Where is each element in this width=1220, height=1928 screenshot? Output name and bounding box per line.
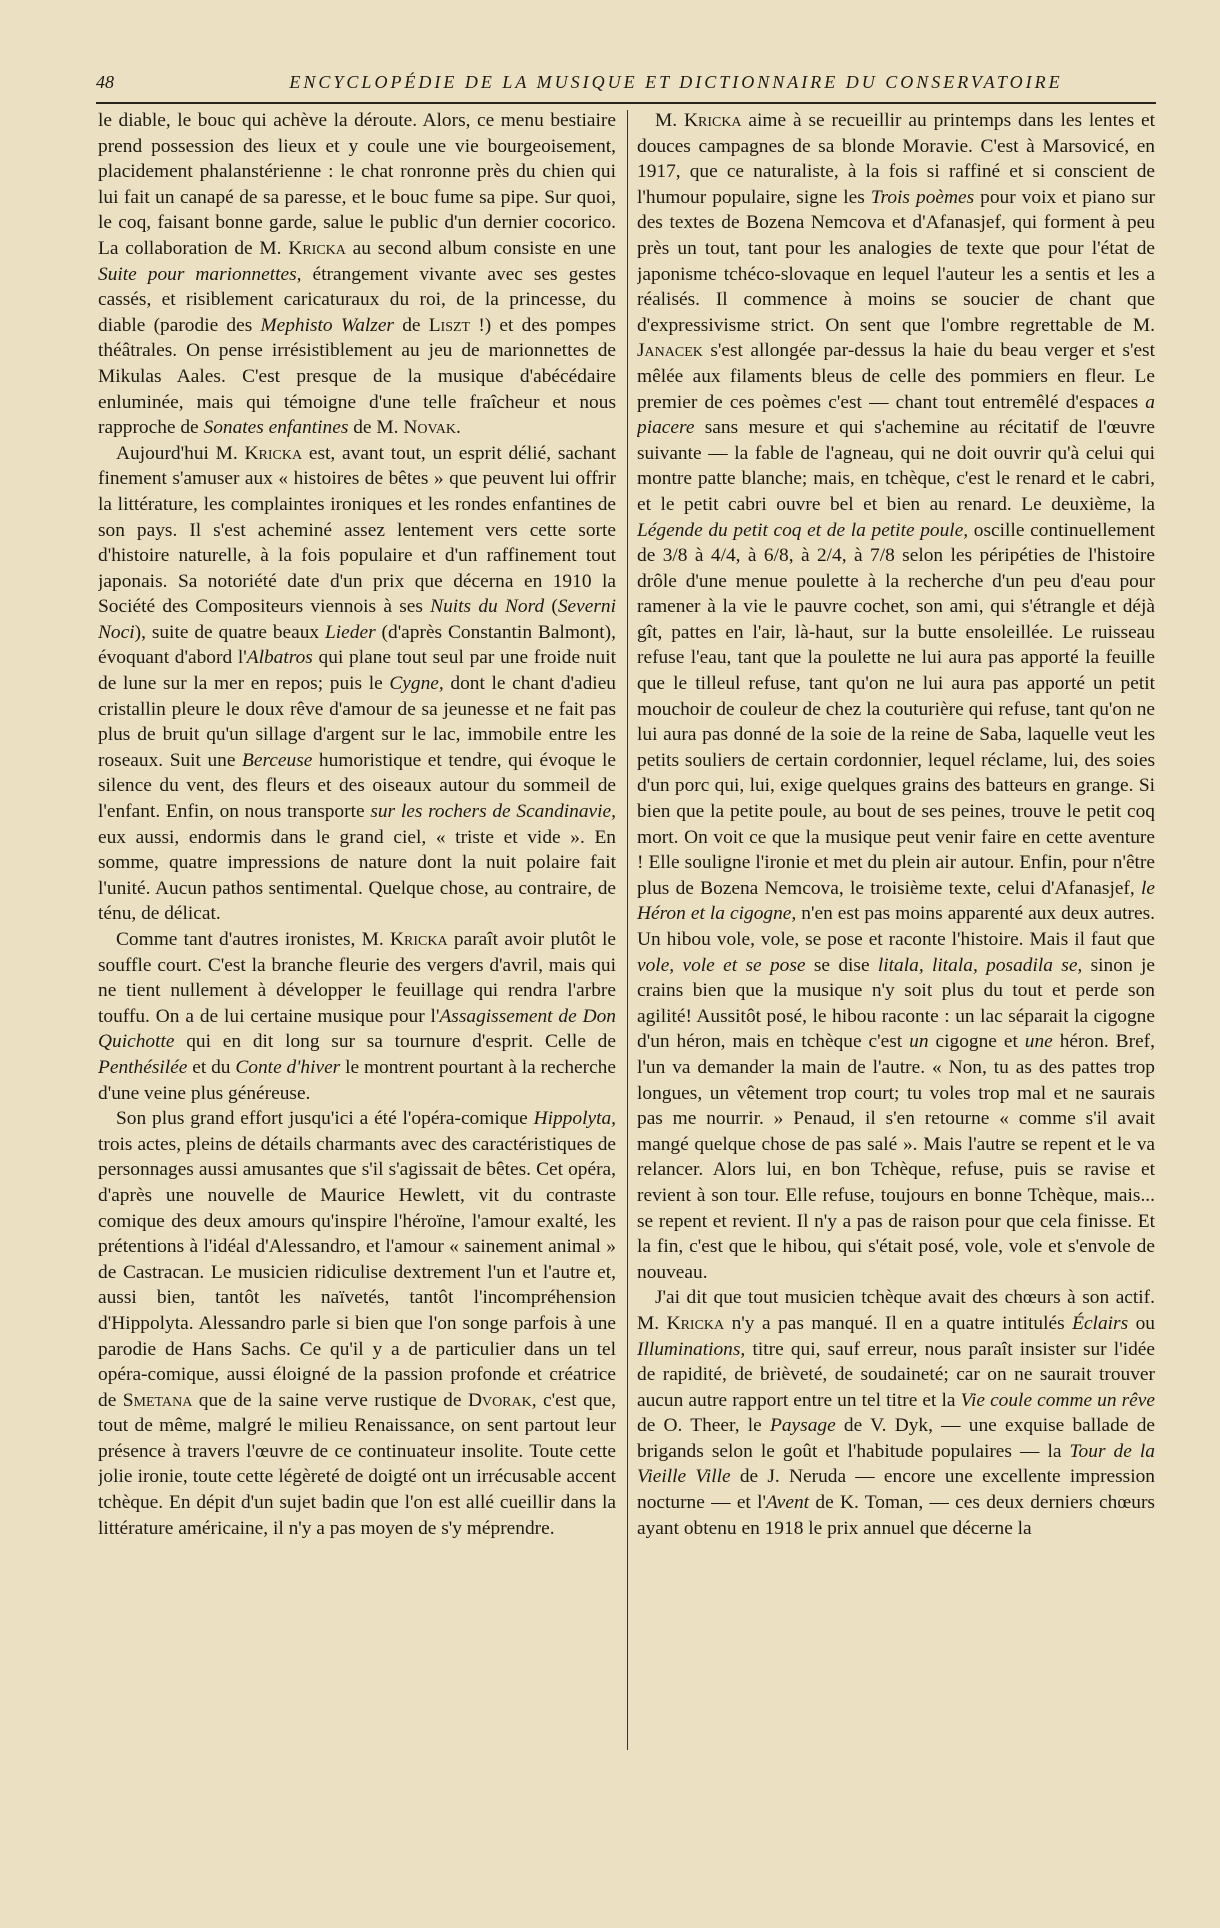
left-column	[98, 108, 616, 1898]
header-rule	[96, 102, 1156, 104]
right-column	[637, 108, 1155, 1898]
paragraph: Son plus grand effort jusqu'ici a été l'opéra-comique Hippolyta, trois actes, pleins de détails charmants avec des caractéristiques de personnages aussi amusantes que s'il s'agissait de bêtes. Cet opéra, d'après une nouvelle de Maurice Hewlett, vit du contraste comique des deux amours qu'inspire l'héroïne, l'amour exalté, les prétentions à l'idéal d'Alessandro, et l'amour « sainement animal » de Castracan. Le musicien ridiculise dextrement l'un et l'autre et, aussi bien, tantôt les naïvetés, tantôt l'incompréhension d'Hippolyta. Alessandro parle si bien que l'on songe parfois à une parodie de Hans Sachs. Ce qu'il y a de particulier dans un tel opéra-comique, aussi éloigné de la passion profonde et créatrice de Smetana que de la saine verve rustique de Dvorak, c'est que, tout de même, malgré le milieu Renaissance, on sent partout leur présence à travers l'œuvre de ce continuateur insolite. Toute cette jolie ironie, toute cette légèreté de doigté ont un irrécusable accent tchèque. En dépit d'un sujet badin que l'on est allé cueillir dans la littérature américaine, il n'y a pas moyen de s'y méprendre.	[98, 1108, 616, 1539]
paragraph: J'ai dit que tout musicien tchèque avait des chœurs à son actif. M. Kricka n'y a pas manqué. Il en a quatre intitulés Éclairs ou Illuminations, titre qui, sauf erreur, nous paraît insister sur l'idée de rapidité, de brièveté, de soudaineté; car on ne saurait trouver aucun autre rapport entre un tel titre et la Vie coule comme un rêve de O. Theer, le Paysage de V. Dyk, — une exquise ballade de brigands selon le goût et l'habitude populaires — la Tour de la Vieille Ville de J. Neruda — encore une excellente impression nocturne — et l'Avent de K. Toman, — ces deux derniers chœurs ayant obtenu en 1918 le prix annuel que décerne la	[637, 1287, 1155, 1539]
paragraph: le diable, le bouc qui achève la déroute. Alors, ce menu bestiaire prend possession des lieux et y coule une vie bourgeoisement, placidement phalanstérienne : le chat ronronne près du chien qui lui fait un canapé de sa paresse, et le bouc fume sa pipe. Sur quoi, le coq, faisant bonne garde, salue le public d'un dernier cocorico. La collaboration de M. Kricka au second album consiste en une Suite pour marionnettes, étrangement vivante avec ses gestes cassés, et risiblement caricaturaux du roi, de la princesse, du diable (parodie des Mephisto Walzer de Liszt !) et des pompes théâtrales. On pense irrésistiblement au jeu de marionnettes de Mikulas Aales. C'est presque de la musique d'abécédaire enluminée, mais qui témoigne d'une telle fraîcheur et nous rapproche de Sonates enfantines de M. Novak.	[98, 110, 616, 439]
page-header	[96, 72, 1156, 98]
running-title: ENCYCLOPÉDIE DE LA MUSIQUE ET DICTIONNAIRE DU CONSERVATOIRE	[289, 72, 1063, 92]
page-number: 48	[96, 72, 114, 92]
column-divider	[627, 110, 628, 1750]
paragraph: Aujourd'hui M. Kricka est, avant tout, un esprit délié, sachant finement s'amuser aux « histoires de bêtes » que peuvent lui offrir la littérature, les complaintes ironiques et les rondes enfantines de son pays. Il s'est acheminé assez lentement vers cette sorte d'histoire naturelle, à la fois populaire et d'un raffinement tout japonais. Sa notoriété date d'un prix que décerna en 1910 la Société des Compositeurs viennois à ses Nuits du Nord (Severni Noci), suite de quatre beaux Lieder (d'après Constantin Balmont), évoquant d'abord l'Albatros qui plane tout seul par une froide nuit de lune sur la mer en repos; puis le Cygne, dont le chant d'adieu cristallin pleure le doux rêve d'amour de sa jeunesse et ne fait pas plus de bruit qu'un sillage d'argent sur le lac, immobile entre les roseaux. Suit une Berceuse humoristique et tendre, qui évoque le silence du vent, des fleurs et des oiseaux autour du sommeil de l'enfant. Enfin, on nous transporte sur les rochers de Scandinavie, eux aussi, endormis dans le grand ciel, « triste et vide ». En somme, quatre impressions de nature dont la nuit polaire fait l'unité. Aucun pathos sentimental. Quelque chose, au contraire, de ténu, de délicat.	[98, 442, 616, 925]
paragraph: M. Kricka aime à se recueillir au printemps dans les lentes et douces campagnes de sa blonde Moravie. C'est à Marsovicé, en 1917, que ce naturaliste, à la fois si raffiné et si conscient de l'humour populaire, signe les Trois poèmes pour voix et piano sur des textes de Bozena Nemcova et d'Afanasjef, qui forment à peu près un tout, tant pour les analogies de texte que pour l'état de japonisme tchéco-slovaque en lequel l'auteur les a sentis et les a réalisés. Il commence à moins se soucier de chant que d'expressivisme strict. On sent que l'ombre regrettable de M. Janacek s'est allongée par-dessus la haie du beau verger et s'est mêlée aux filaments bleus de celle des pommiers en fleur. Le premier de ces poèmes c'est — chant tout entremêlé d'espaces a piacere sans mesure et qui s'achemine au récitatif de l'œuvre suivante — la fable de l'agneau, qui ne doit ouvrir qu'à celui qui montre patte blanche; mais, en tchèque, c'est le renard et le cabri, et le petit cabri ouvre bel et bien au renard. Le deuxième, la Légende du petit coq et de la petite poule, oscille continuellement de 3/8 à 4/4, à 6/8, à 2/4, à 7/8 selon les péripéties de l'histoire drôle d'une menue poulette à la recherche d'un peu d'eau pour ramener à la vie le pauvre cochet, son ami, qui s'étrangle et déjà gît, pattes en l'air, là-haut, sur la butte ensoleillée. Le ruisseau refuse l'eau, tant que la poulette ne lui aura pas apporté la feuille que le tilleul refuse, tant qu'on ne lui aura pas apporté un petit mouchoir de couleur de chez la couturière qui refuse, tant qu'on ne lui aura pas donné de la soie de la reine de Saba, laquelle veut les petits souliers de certain cordonnier, lequel réclame, lui, des soies d'un porc qui, lui, exige quelques grains des batteurs en grange. Si bien que la petite poule, au bout de ses peines, trouve le petit coq mort. On voit ce que la musique peut venir faire en cette aventure ! Elle souligne l'ironie et met du plein air autour. Enfin, pour n'être plus de Bozena Nemcova, le troisième texte, celui d'Afanasjef, le Héron et la cigogne, n'en est pas moins apparenté aux deux autres. Un hibou vole, vole, se pose et raconte l'histoire. Mais il faut que vole, vole et se pose se dise litala, litala, posadila se, sinon je crains bien que la musique n'y soit plus du tout et perde son agilité! Aussitôt posé, le hibou raconte : un lac séparait la cigogne d'un héron, mais en tchèque c'est un cigogne et une héron. Bref, l'un va demander la main de l'autre. « Non, tu as des pattes trop longues, un vêtement trop court; tu voles trop mal et ne saurais pas me nourrir. » Penaud, il s'en retourne « comme s'il avait mangé quelque chose de pas salé ». Mais l'autre se repent et le va relancer. Alors lui, en bon Tchèque, refuse, puis se ravise et revient à son tour. Elle refuse, toujours en bonne Tchèque, mais... se repent et revient. Il n'y a pas de raison pour que cela finisse. Et la fin, c'est que le hibou, qui s'était posé, vole, vole et s'envole de nouveau.	[637, 110, 1155, 1283]
paragraph: Comme tant d'autres ironistes, M. Kricka paraît avoir plutôt le souffle court. C'est la branche fleurie des vergers d'avril, mais qui ne tient nullement à développer le feuillage qui rendra l'arbre touffu. On a de lui certaine musique pour l'Assagissement de Don Quichotte qui en dit long sur sa tournure d'esprit. Celle de Penthésilée et du Conte d'hiver le montrent pourtant à la recherche d'une veine plus généreuse.	[98, 929, 616, 1104]
